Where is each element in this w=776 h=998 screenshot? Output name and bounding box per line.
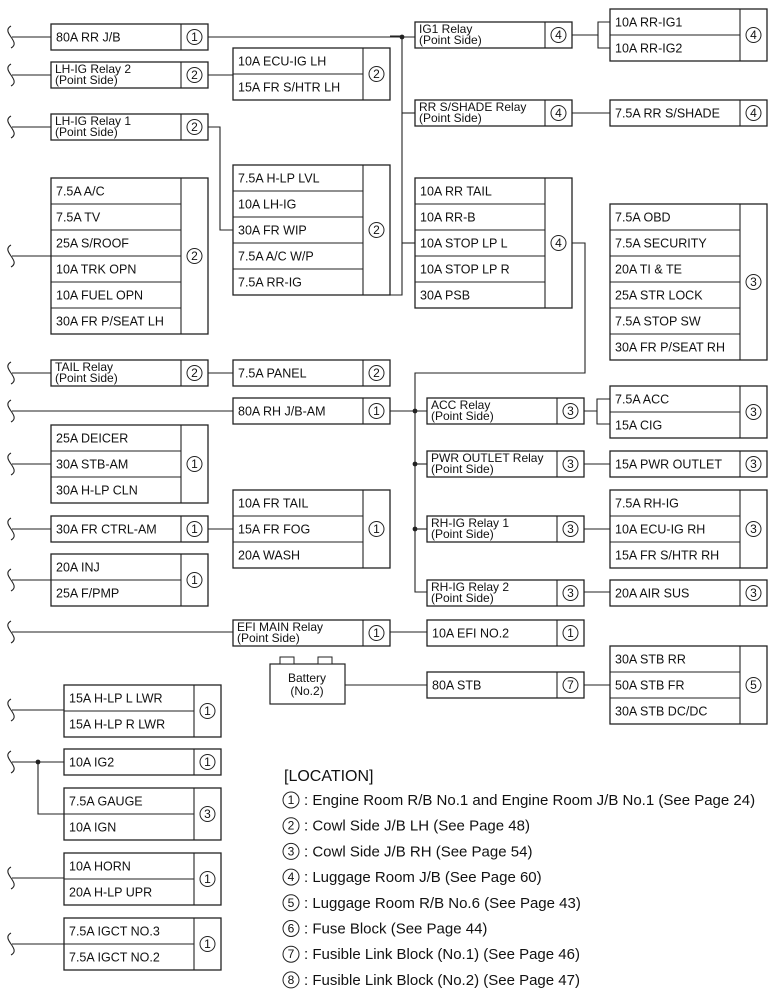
- fuse-label: 7.5A A/C: [56, 184, 105, 199]
- fuse-label: 25A S/ROOF: [56, 236, 129, 251]
- location-marker: [746, 678, 761, 693]
- location-number: 3: [750, 405, 757, 419]
- location-marker: [187, 68, 202, 83]
- location-number: 5: [287, 895, 295, 910]
- location-number: 4: [750, 28, 757, 42]
- fuse-label: 30A STB DC/DC: [615, 704, 708, 719]
- battery-number-label: (No.2): [290, 684, 324, 698]
- location-number: 1: [373, 404, 380, 418]
- location-marker: [369, 223, 384, 238]
- location-marker: [746, 586, 761, 601]
- fuse-box-ecu-lh: [233, 48, 390, 100]
- location-number: 3: [750, 457, 757, 471]
- fuse-label: 10A ECU-IG LH: [238, 54, 327, 69]
- fuse-box-rrshade-f: [610, 100, 767, 126]
- fuse-label: 30A FR P/SEAT RH: [615, 340, 725, 355]
- legend-text: : Fuse Block (See Page 44): [304, 920, 488, 938]
- location-number: 3: [567, 522, 574, 536]
- fuse-label: 20A H-LP UPR: [69, 885, 153, 900]
- location-number: 3: [567, 586, 574, 600]
- fuse-label: 10A STOP LP R: [420, 262, 510, 277]
- relay-box-ig1: [415, 22, 572, 48]
- fuse-label: 10A RR-B: [420, 210, 476, 225]
- fuse-box-deicer: [51, 425, 208, 503]
- relay-side-label: (Point Side): [55, 371, 118, 385]
- location-number: 2: [191, 120, 198, 134]
- location-marker: [369, 404, 384, 419]
- fuse-label: 10A RR TAIL: [420, 184, 492, 199]
- fuse-label: 10A EFI NO.2: [432, 626, 510, 641]
- fuse-label: 30A STB RR: [615, 652, 686, 667]
- fuse-label: 10A LH-IG: [238, 197, 297, 212]
- fuse-label: 30A PSB: [420, 288, 471, 303]
- location-number: 3: [567, 457, 574, 471]
- location-marker: [563, 522, 578, 537]
- location-number: 1: [191, 522, 198, 536]
- relay-side-label: (Point Side): [55, 125, 118, 139]
- fuse-box-airsus: [610, 580, 767, 606]
- relay-side-label: (Point Side): [237, 631, 300, 645]
- location-number: 4: [555, 236, 562, 250]
- fuse-label: 25A STR LOCK: [615, 288, 703, 303]
- fuse-label: 80A STB: [432, 678, 482, 693]
- location-marker: [200, 755, 215, 770]
- fuse-box-gauge: [64, 788, 221, 840]
- location-number: 2: [191, 249, 198, 263]
- fuse-label: 25A F/PMP: [56, 586, 120, 601]
- location-number: 3: [287, 844, 295, 859]
- location-number: 3: [750, 275, 757, 289]
- fuse-label: 7.5A SECURITY: [615, 236, 707, 251]
- location-number: 4: [750, 106, 757, 120]
- relay-box-efi-relay: [233, 620, 390, 646]
- fuse-box-ig2: [64, 749, 221, 775]
- location-number: 1: [373, 522, 380, 536]
- location-number: 1: [373, 626, 380, 640]
- fuse-label: 15A PWR OUTLET: [615, 457, 722, 472]
- fuse-label: 10A IG2: [69, 755, 115, 770]
- legend-item: [283, 792, 755, 809]
- location-marker: [369, 522, 384, 537]
- legend-item: [283, 843, 532, 860]
- fuse-label: 7.5A OBD: [615, 210, 671, 225]
- location-number: 1: [204, 755, 211, 769]
- legend-item: [283, 869, 542, 886]
- location-marker: [200, 704, 215, 719]
- fuse-box-acc-f: [610, 386, 767, 438]
- location-number: 7: [287, 947, 295, 962]
- fuse-box-rh-jb: [233, 398, 390, 424]
- relay-side-label: (Point Side): [431, 462, 494, 476]
- location-marker: [283, 921, 299, 937]
- location-number: 2: [191, 68, 198, 82]
- relay-name: EFI MAIN Relay: [237, 620, 324, 634]
- fuse-box-hlp-lwr: [64, 685, 221, 737]
- fuse-label: 80A RH J/B-AM: [238, 404, 326, 419]
- location-number: 8: [287, 972, 295, 987]
- location-number: 1: [204, 937, 211, 951]
- location-marker: [563, 586, 578, 601]
- location-number: 1: [204, 704, 211, 718]
- fuse-label: 30A FR WIP: [238, 223, 307, 238]
- fuse-label: 15A H-LP R LWR: [69, 717, 166, 732]
- fuse-label: 7.5A IGCT NO.2: [69, 950, 160, 965]
- relay-box-lhig1: [51, 114, 208, 140]
- relay-name: RH-IG Relay 2: [431, 580, 510, 594]
- location-marker: [187, 573, 202, 588]
- fuse-label: 15A CIG: [615, 418, 663, 433]
- location-number: 2: [373, 366, 380, 380]
- location-marker: [746, 457, 761, 472]
- relay-name: IG1 Relay: [419, 22, 473, 36]
- relay-side-label: (Point Side): [431, 527, 494, 541]
- legend-text: : Cowl Side J/B LH (See Page 48): [304, 817, 530, 835]
- relay-box-acc-relay: [427, 398, 584, 424]
- fuse-label: 15A FR S/HTR RH: [615, 548, 720, 563]
- fuse-label: 15A FR FOG: [238, 522, 311, 537]
- relay-side-label: (Point Side): [419, 33, 482, 47]
- location-marker: [283, 972, 299, 988]
- fuse-label: 30A STB-AM: [56, 457, 129, 472]
- fuse-label: 7.5A STOP SW: [615, 314, 701, 329]
- battery-label: Battery: [287, 671, 327, 685]
- fuse-label: 20A TI & TE: [615, 262, 682, 277]
- legend-text: : Luggage Room J/B (See Page 60): [304, 869, 542, 887]
- fuse-label: 10A ECU-IG RH: [615, 522, 706, 537]
- fuse-box-tail-grp: [415, 178, 572, 308]
- fuse-box-ac-group: [51, 178, 208, 334]
- fuse-label: 10A RR-IG2: [615, 41, 683, 56]
- fuse-box-rr-ig: [610, 9, 767, 61]
- fuse-label: 25A DEICER: [56, 431, 129, 446]
- fuse-box-rh-ig-f: [610, 490, 767, 568]
- fuse-box-igct: [64, 918, 221, 970]
- fuse-box-stb: [427, 672, 584, 698]
- fuse-label: 50A STB FR: [615, 678, 685, 693]
- relay-side-label: (Point Side): [419, 111, 482, 125]
- fuse-label: 20A INJ: [56, 560, 100, 575]
- location-marker: [187, 249, 202, 264]
- location-marker: [200, 807, 215, 822]
- relay-box-rhig2: [427, 580, 584, 606]
- location-marker: [187, 457, 202, 472]
- relay-name: LH-IG Relay 1: [55, 114, 132, 128]
- location-marker: [283, 792, 299, 808]
- location-number: 4: [555, 28, 562, 42]
- relay-box-rhig1: [427, 516, 584, 542]
- location-marker: [746, 405, 761, 420]
- relay-box-lhig2: [51, 62, 208, 88]
- fuse-label: 20A WASH: [238, 548, 301, 563]
- relay-name: LH-IG Relay 2: [55, 62, 132, 76]
- location-number: 1: [191, 30, 198, 44]
- fuse-box-horn: [64, 853, 221, 905]
- location-marker: [563, 457, 578, 472]
- legend-text: : Luggage Room R/B No.6 (See Page 43): [304, 894, 581, 912]
- relay-name: RH-IG Relay 1: [431, 516, 510, 530]
- legend-item: [283, 895, 581, 912]
- legend-item: [283, 946, 580, 963]
- fuse-label: 20A AIR SUS: [615, 586, 690, 601]
- location-number: 1: [204, 872, 211, 886]
- fuse-box-inj: [51, 554, 208, 606]
- fuse-label: 10A IGN: [69, 820, 117, 835]
- fuse-label: 7.5A PANEL: [238, 366, 307, 381]
- fuse-label: 10A RR-IG1: [615, 15, 683, 30]
- location-legend: [283, 768, 755, 989]
- fuse-label: 10A HORN: [69, 859, 131, 874]
- location-number: 3: [750, 522, 757, 536]
- relay-name: TAIL Relay: [55, 360, 114, 374]
- location-marker: [551, 236, 566, 251]
- location-marker: [187, 30, 202, 45]
- fuse-box-ctrl-am: [51, 516, 208, 542]
- relay-side-label: (Point Side): [55, 73, 118, 87]
- legend-item: [283, 818, 530, 835]
- relay-side-label: (Point Side): [431, 409, 494, 423]
- relay-box-pwr-relay: [427, 451, 584, 477]
- location-number: 2: [373, 223, 380, 237]
- legend-title: [LOCATION]: [284, 768, 374, 785]
- location-marker: [187, 120, 202, 135]
- fuse-label: 15A FR S/HTR LH: [238, 80, 341, 95]
- location-marker: [746, 28, 761, 43]
- fuse-label: 30A FR P/SEAT LH: [56, 314, 164, 329]
- fuse-label: 7.5A RR S/SHADE: [615, 106, 720, 121]
- fuse-label: 10A FUEL OPN: [56, 288, 144, 303]
- location-marker: [563, 404, 578, 419]
- fuse-box-panel: [233, 360, 390, 386]
- fuse-label: 7.5A ACC: [615, 392, 670, 407]
- relay-box-rrshade: [415, 100, 572, 126]
- relay-name: PWR OUTLET Relay: [431, 451, 544, 465]
- fuse-label: 10A TRK OPN: [56, 262, 137, 277]
- location-number: 3: [204, 807, 211, 821]
- location-number: 2: [373, 67, 380, 81]
- fuse-box-lh-fuses: [233, 165, 390, 295]
- fuse-label: 7.5A H-LP LVL: [238, 171, 320, 186]
- location-number: 1: [287, 793, 295, 807]
- location-marker: [369, 626, 384, 641]
- location-marker: [187, 366, 202, 381]
- location-marker: [187, 522, 202, 537]
- fuse-box-stb-grp: [610, 646, 767, 724]
- fuse-label: 15A H-LP L LWR: [69, 691, 163, 706]
- location-number: 1: [191, 457, 198, 471]
- location-marker: [200, 937, 215, 952]
- relay-name: RR S/SHADE Relay: [419, 100, 527, 114]
- legend-item: [283, 921, 487, 938]
- legend-text: : Engine Room R/B No.1 and Engine Room J/B No.1 (See Page 24): [304, 792, 756, 809]
- fuse-label: 30A FR CTRL-AM: [56, 522, 157, 537]
- fuse-label: 7.5A GAUGE: [69, 794, 143, 809]
- fuse-box-rr-jb: [51, 24, 208, 50]
- fuse-label: 7.5A RH-IG: [615, 496, 679, 511]
- fuse-box-fr-tail: [233, 490, 390, 568]
- location-marker: [283, 946, 299, 962]
- location-marker: [746, 275, 761, 290]
- location-marker: [563, 626, 578, 641]
- legend-text: : Fusible Link Block (No.2) (See Page 47): [304, 971, 580, 989]
- fuse-label: 10A STOP LP L: [420, 236, 508, 251]
- location-marker: [551, 106, 566, 121]
- location-marker: [369, 67, 384, 82]
- fuse-label: 7.5A TV: [56, 210, 101, 225]
- relay-box-tail-relay: [51, 360, 208, 386]
- fuse-label: 7.5A A/C W/P: [238, 249, 314, 264]
- location-marker: [283, 843, 299, 859]
- fuse-label: 7.5A IGCT NO.3: [69, 924, 160, 939]
- location-number: 4: [555, 106, 562, 120]
- fuse-box-efi-no2: [427, 620, 584, 646]
- location-marker: [746, 106, 761, 121]
- location-marker: [369, 366, 384, 381]
- location-marker: [551, 28, 566, 43]
- battery-symbol: [270, 657, 345, 704]
- fuse-box-obd-grp: [610, 204, 767, 360]
- location-marker: [563, 678, 578, 693]
- location-number: 1: [191, 573, 198, 587]
- legend-item: [283, 972, 580, 989]
- legend-text: : Fusible Link Block (No.1) (See Page 46): [304, 946, 580, 964]
- location-number: 5: [750, 678, 757, 692]
- location-number: 4: [287, 870, 295, 885]
- location-number: 1: [567, 626, 574, 640]
- location-marker: [200, 872, 215, 887]
- legend-text: : Cowl Side J/B RH (See Page 54): [304, 843, 533, 861]
- relay-side-label: (Point Side): [431, 591, 494, 605]
- fuse-box-pwr-f: [610, 451, 767, 477]
- fuse-label: 80A RR J/B: [56, 30, 121, 45]
- location-number: 6: [287, 921, 295, 936]
- location-number: 7: [567, 678, 574, 692]
- location-marker: [283, 818, 299, 834]
- relay-name: ACC Relay: [431, 398, 491, 412]
- fuse-label: 30A H-LP CLN: [56, 483, 138, 498]
- location-marker: [746, 522, 761, 537]
- fuse-label: 10A FR TAIL: [238, 496, 309, 511]
- fuse-label: 7.5A RR-IG: [238, 275, 302, 290]
- location-number: 2: [191, 366, 198, 380]
- location-number: 3: [567, 404, 574, 418]
- location-marker: [283, 869, 299, 885]
- location-number: 2: [287, 818, 295, 833]
- location-number: 3: [750, 586, 757, 600]
- location-marker: [283, 895, 299, 911]
